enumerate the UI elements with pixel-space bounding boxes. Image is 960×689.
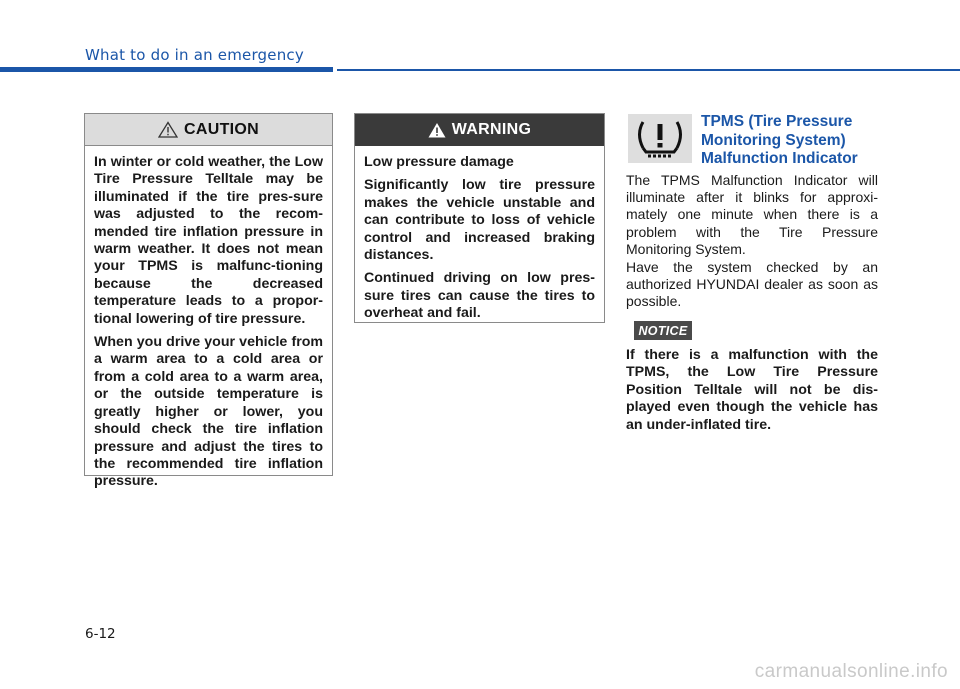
warning-paragraph: Significantly low tire pressure makes the vehicle unstable and can contribute to loss of vehicle control and increased braking distances. <box>364 177 595 264</box>
caution-box <box>84 113 333 490</box>
section-paragraph: The TPMS Malfunction Indicator will illuminate after it blinks for approxi-mately one minute when there is a problem with the Tire Pressure Monitoring System. <box>626 172 878 257</box>
header-title: What to do in an emergency <box>85 46 304 64</box>
warning-triangle-icon <box>428 122 446 138</box>
header-rule-thin <box>337 69 960 71</box>
caution-header <box>85 114 332 146</box>
tpms-indicator-icon <box>628 114 692 163</box>
warning-header <box>355 114 604 146</box>
caution-triangle-icon <box>158 121 178 138</box>
warning-label: WARNING <box>451 121 532 138</box>
caution-paragraph: When you drive your vehicle from a warm area to a cold area or from a cold area to a warm area, or the outside temperature is greatly higher or lower, you should check the tire inflation pressure and adjust the tires to the recommended tire inflation pressure. <box>94 334 323 490</box>
section-title: TPMS (Tire Pressure Monitoring System) Malfunction Indicator <box>701 113 858 167</box>
caution-paragraph: In winter or cold weather, the Low Tire Pressure Telltale may be illuminated if the tire pres-sure was adjusted to the recom-mended tire inflation pressure in warm weather. It does not mean your TPMS is malfunc-tioning because the decreased temperature leads to a propor-tional lowering of tire pressure. <box>94 154 323 327</box>
warning-paragraph: Low pressure damage <box>364 154 514 170</box>
header-rule-thick <box>0 67 333 72</box>
notice-badge: NOTICE <box>634 321 692 340</box>
notice-text: If there is a malfunction with the TPMS, the Low Tire Pressure Position Telltale will not be dis-played even though the vehicle has an under-inflated tire. <box>626 347 878 433</box>
section-paragraph: Have the system checked by an authorized HYUNDAI dealer as soon as possible. <box>626 259 878 310</box>
warning-paragraph: Continued driving on low pres-sure tires can cause the tires to overheat and fail. <box>364 270 595 322</box>
warning-box <box>354 113 605 323</box>
caution-label: CAUTION <box>184 120 259 138</box>
watermark: carmanualsonline.info <box>754 661 948 682</box>
page-number: 6-12 <box>85 626 116 642</box>
